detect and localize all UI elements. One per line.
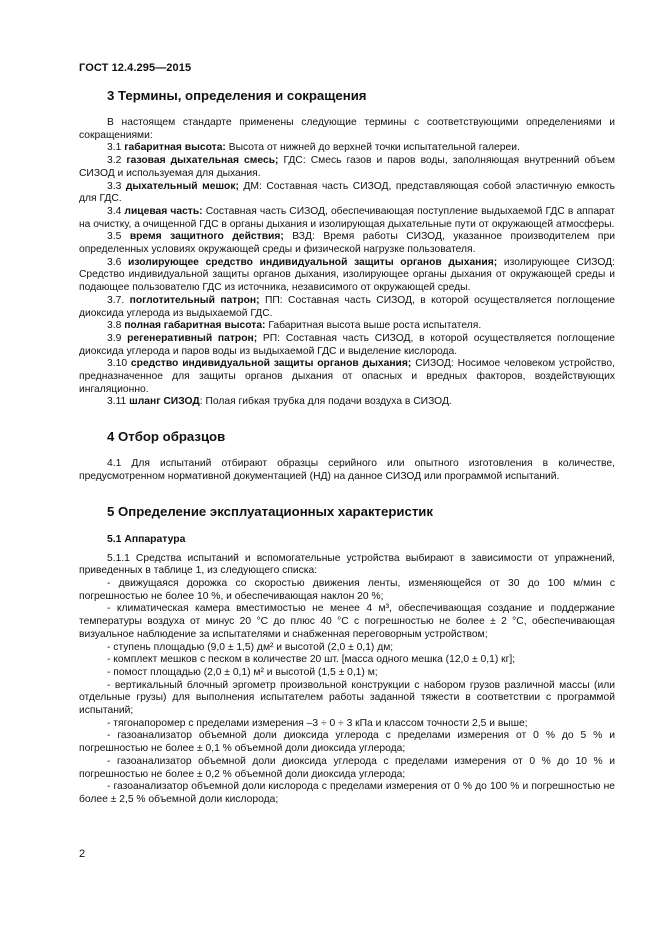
term-number: 3.6 (107, 256, 122, 268)
term-entry (79, 142, 615, 155)
term-name: регенеративный патрон; (127, 332, 258, 344)
term-entry (79, 155, 615, 180)
section-5-intro: 5.1.1 Средства испытаний и вспомогательные устройства выбирают в зависимости от упражнений, приведенных в таблице 1, из следующего списка: (79, 552, 615, 577)
term-number: 3.1 (107, 142, 122, 154)
page-content (79, 88, 615, 807)
equipment-list (79, 578, 615, 807)
term-definition: : Полая гибкая трубка для подачи воздуха в СИЗОД. (199, 396, 452, 408)
term-definition: РП: Составная часть СИЗОД, в которой осуществляется поглощение диоксида углерода и паров воды из выдыхаемой ГДС и выделение кислорода. (79, 332, 615, 357)
term-definition: изолирующее СИЗОД: Средство индивидуальной защиты органов дыхания, изолирующее органы дыхания от окружающей среды и подающее пользователю ГДС из источника, независимого от окружающей среды. (79, 256, 615, 294)
term-name: изолирующее средство индивидуальной защиты органов дыхания; (128, 256, 498, 268)
equipment-item: - климатическая камера вместимостью не менее 4 м³, обеспечивающая создание и поддержание температуры воздуха от минус 20 °С до плюс 40 °С с погрешностью не более ± 2 °С, обеспечивающая визуальное наблюдение за испытателями и снабженная переговорным устройством; (79, 603, 615, 640)
page-number: 2 (79, 848, 86, 860)
term-name: дыхательный мешок; (125, 180, 239, 192)
term-definition: СИЗОД: Носимое человеком устройство, предназначенное для защиты органов дыхания от опасных и вредных факторов, воздействующих ингаляционно. (79, 358, 615, 395)
term-name: поглотительный патрон; (129, 294, 260, 306)
equipment-item: - газоанализатор объемной доли диоксида углерода с пределами измерения от 0 % до 5 % и погрешностью не более ± 0,1 % объемной доли диоксида углерода; (79, 730, 615, 755)
equipment-item: - вертикальный блочный эргометр произвольной конструкции с набором грузов различной массы (или отдельные грузы) для выполнения испытателем работы заданной тяжести в соответствии с программой испытаний; (79, 679, 615, 717)
subsection-5-1-title: 5.1 Аппаратура (107, 533, 186, 545)
term-entry (79, 295, 615, 320)
term-entry (79, 231, 615, 256)
equipment-item: - комплект мешков с песком в количестве 20 шт. [масса одного мешка (12,0 ± 0,1) кг]; (107, 654, 516, 666)
term-number: 3.11 (107, 396, 127, 408)
section-4-text: 4.1 Для испытаний отбирают образцы серийного или опытного изготовления в количестве, предусмотренном нормативной документацией (НД) на данное СИЗОД или программой испытаний. (79, 458, 615, 482)
equipment-item: - движущаяся дорожка со скоростью движения ленты, изменяющейся от 30 до 100 м/мин с погрешностью не более 10 %, и обеспечивающая наклон 20 %; (79, 577, 615, 602)
standard-code: ГОСТ 12.4.295—2015 (79, 62, 192, 74)
term-definition: ДМ: Составная часть СИЗОД, представляющая собой эластичную емкость для ГДС. (79, 180, 615, 205)
section-5-title: 5 Определение эксплуатационных характеристик (107, 503, 433, 519)
term-entry (79, 333, 615, 358)
term-number: 3.9 (107, 332, 122, 344)
section-4-title: 4 Отбор образцов (107, 429, 226, 445)
term-name: время защитного действия; (129, 231, 284, 243)
term-name: шланг СИЗОД (129, 396, 200, 408)
equipment-item: - помост площадью (2,0 ± 0,1) м² и высотой (1,5 ± 0,1) м; (107, 666, 378, 678)
equipment-item: - ступень площадью (9,0 ± 1,5) дм² и высотой (2,0 ± 0,1) дм; (107, 641, 394, 653)
term-number: 3.7. (107, 294, 125, 306)
equipment-item: - газоанализатор объемной доли диоксида углерода с пределами измерения от 0 % до 10 % и погрешностью не более ± 0,2 % объемной доли диоксида углерода; (79, 755, 615, 780)
section-3-title: 3 Термины, определения и сокращения (107, 88, 367, 103)
term-entry (79, 206, 615, 231)
term-number: 3.10 (107, 358, 128, 370)
term-definition: ВЗД: Время работы СИЗОД, указанное производителем при определенных условиях окружающей среды и физической нагрузке пользователя. (79, 231, 615, 256)
term-number: 3.2 (107, 155, 122, 167)
term-name: средство индивидуальной защиты органов дыхания; (130, 358, 412, 370)
term-definition: ГДС: Смесь газов и паров воды, заполняющая внутренний объем СИЗОД и используемая для дыхания. (79, 155, 615, 179)
term-definition: ПП: Составная часть СИЗОД, в которой осуществляется поглощение диоксида углерода из выдыхаемой ГДС. (79, 294, 615, 319)
term-name: полная габаритная высота: (124, 320, 266, 332)
term-entry (79, 320, 615, 333)
terms-list (79, 142, 615, 409)
term-name: газовая дыхательная смесь; (126, 155, 279, 167)
equipment-item: - тягонапоромер с пределами измерения –3 ÷ 0 ÷ 3 кПа и классом точности 2,5 и выше; (107, 717, 528, 729)
equipment-item: - газоанализатор объемной доли кислорода с пределами измерения от 0 % до 100 % и погрешностью не более ± 2,5 % объемной доли кислорода; (79, 781, 615, 805)
term-name: габаритная высота: (124, 142, 226, 154)
term-definition: Составная часть СИЗОД, обеспечивающая поступление выдыхаемой ГДС в аппарат на очистку, а очищенной ГДС в органы дыхания и изолирующая дыхательные пути от окружающей атмосферы. (79, 205, 615, 230)
term-definition: Высота от нижней до верхней точки испытательной галереи. (225, 142, 520, 154)
term-definition: Габаритная высота выше роста испытателя. (265, 320, 482, 332)
term-entry (79, 358, 615, 396)
term-entry (79, 396, 615, 409)
term-entry (79, 181, 615, 206)
term-entry (79, 257, 615, 295)
term-number: 3.3 (107, 180, 122, 192)
term-name: лицевая часть: (124, 205, 203, 217)
term-number: 3.4 (107, 205, 122, 217)
term-number: 3.8 (107, 320, 122, 332)
section-3-intro: В настоящем стандарте применены следующие термины с соответствующими определениями и сокращениями: (79, 117, 615, 141)
term-number: 3.5 (107, 231, 122, 243)
